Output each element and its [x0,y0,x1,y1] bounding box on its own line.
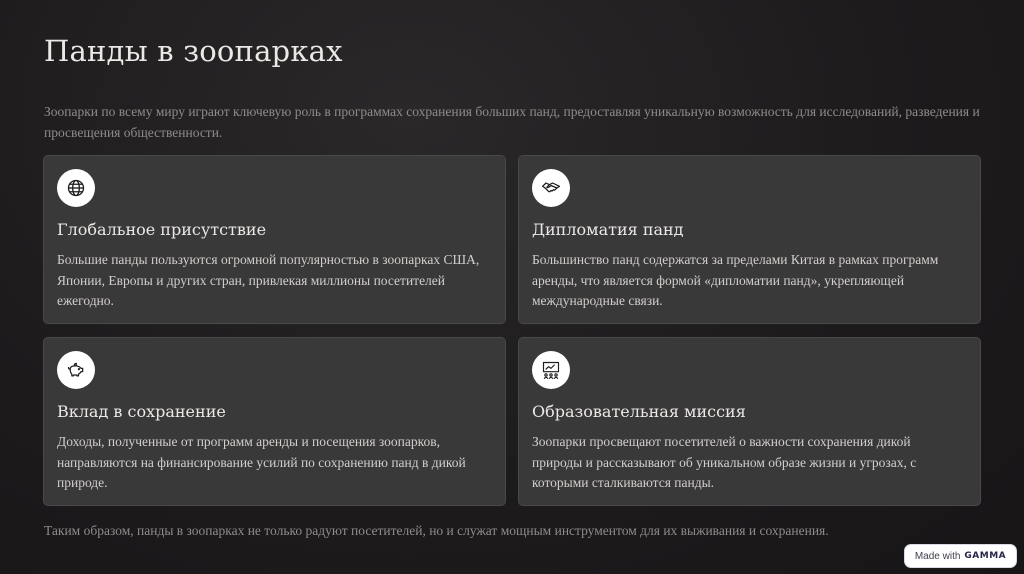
card-title: Вклад в сохранение [57,402,226,421]
outro-text: Таким образом, панды в зоопарках не только радуют посетителей, но и служат мощным инструментом для их выживания и сохранения. [44,523,829,538]
card-conservation-contribution [43,337,506,506]
made-with-gamma-badge[interactable] [905,545,1016,567]
card-educational-mission [518,337,981,506]
badge-prefix: Made with [914,550,961,562]
card-text: Большие панды пользуются огромной популярностью в зоопарках США, Японии, Европы и других стран, привлекая миллионы посетителей ежегодно. [57,252,480,308]
presentation-icon [532,351,570,389]
card-title: Глобальное присутствие [57,220,267,239]
card-title: Образовательная миссия [532,402,746,421]
card-global-presence [43,155,506,324]
card-text: Зоопарки просвещают посетителей о важности сохранения дикой природы и рассказывают об уникальном образе жизни и угрозах, с которыми сталкиваются панды. [532,434,917,490]
card-title: Дипломатия панд [532,220,684,239]
gamma-logo: GAMMA [964,551,1007,561]
page-title: Панды в зоопарках [44,34,343,68]
piggy-bank-icon [57,351,95,389]
card-text: Доходы, полученные от программ аренды и посещения зоопарков, направляются на финансирование усилий по сохранению панд в дикой природе. [57,434,466,490]
card-panda-diplomacy [518,155,981,324]
globe-icon [57,169,95,207]
handshake-icon [532,169,570,207]
intro-text: Зоопарки по всему миру играют ключевую роль в программах сохранения больших панд, предоставляя уникальную возможность для исследований, разведения и просвещения общественности. [44,104,980,140]
card-text: Большинство панд содержатся за пределами Китая в рамках программ аренды, что является формой «дипломатии панд», укрепляющей международные связи. [532,252,939,308]
